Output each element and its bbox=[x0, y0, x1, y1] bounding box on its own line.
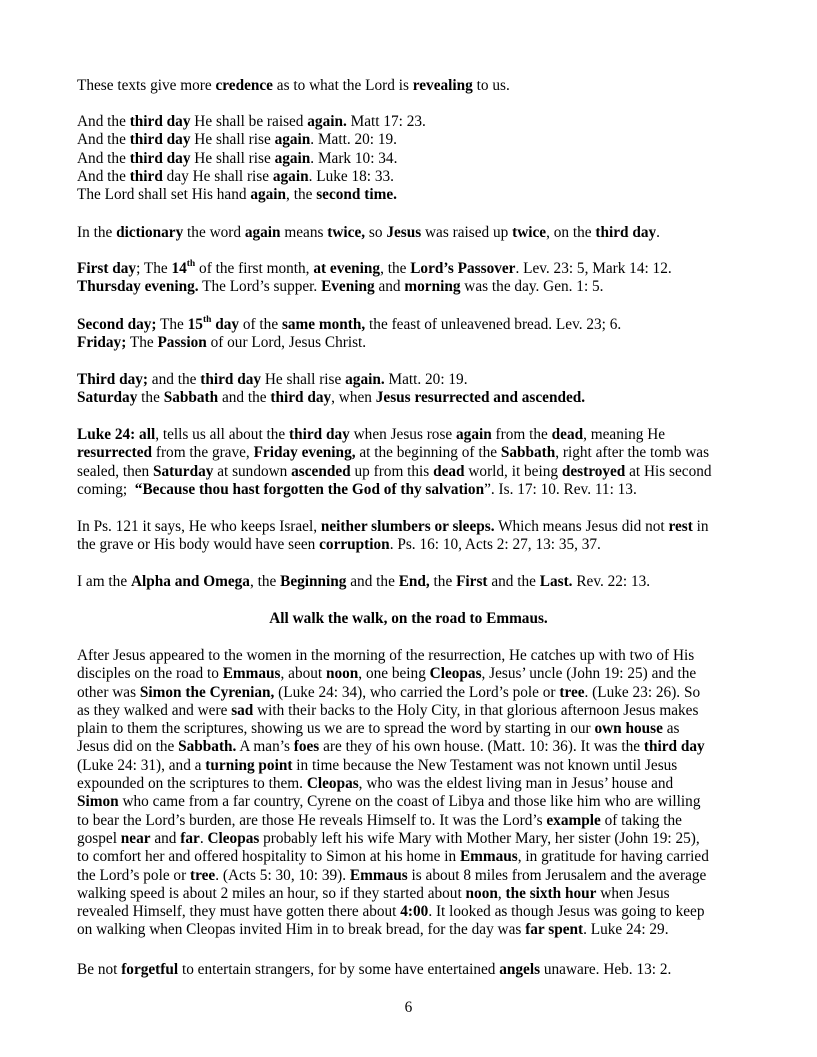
text-run: as bbox=[662, 720, 680, 738]
text-line bbox=[77, 426, 747, 444]
bold-text: credence bbox=[215, 77, 273, 94]
bold-text: sad bbox=[231, 701, 254, 719]
text-run: with their backs to the Holy City, in that glorious afternoon Jesus makes bbox=[253, 701, 699, 719]
text-run: A man’s bbox=[236, 738, 294, 756]
bold-text: Cleopas bbox=[207, 829, 260, 847]
text-line bbox=[77, 903, 747, 921]
text-run: And the bbox=[77, 149, 130, 167]
bold-text: Third day; bbox=[77, 371, 148, 388]
text-line bbox=[77, 793, 747, 811]
bold-text: rest bbox=[668, 518, 693, 535]
text-run: walking speed is about 2 miles an hour, so if they started about bbox=[77, 884, 466, 902]
paragraph-alpha-omega bbox=[77, 573, 747, 591]
text-line bbox=[77, 720, 747, 738]
text-line bbox=[77, 186, 747, 204]
text-line bbox=[77, 830, 747, 848]
text-line bbox=[77, 867, 747, 885]
text-run: . It looked as though Jesus was going to keep bbox=[428, 903, 705, 921]
bold-text: third bbox=[129, 167, 163, 185]
text-run: other was bbox=[77, 683, 140, 701]
text-run: . Luke 18: 33. bbox=[308, 167, 394, 185]
text-run: of taking the bbox=[600, 811, 682, 829]
text-run: The bbox=[156, 316, 188, 333]
text-line bbox=[77, 150, 747, 168]
text-run: and bbox=[374, 278, 405, 296]
text-run: . (Acts 5: 30, 10: 39). bbox=[215, 866, 350, 884]
text-line bbox=[77, 921, 747, 939]
text-line bbox=[77, 463, 747, 481]
text-run: the grave or His body would have seen bbox=[77, 536, 320, 554]
text-run: He shall be raised bbox=[190, 113, 308, 130]
text-run: . Ps. 16: 10, Acts 2: 27, 13: 35, 37. bbox=[389, 536, 601, 554]
text-run: , who was the eldest living man in Jesus’ house and bbox=[358, 775, 674, 793]
text-run: . bbox=[656, 224, 660, 241]
ordinal-superscript: th bbox=[202, 314, 212, 325]
text-run: , the bbox=[249, 573, 281, 590]
text-run: up from this bbox=[350, 462, 434, 480]
paragraph-third-day bbox=[77, 371, 747, 408]
bold-text: again. bbox=[307, 113, 347, 130]
text-run: to us. bbox=[472, 77, 510, 94]
text-line bbox=[77, 77, 747, 95]
bold-text: Alpha and Omega bbox=[130, 573, 250, 590]
text-run: world, it being bbox=[464, 462, 562, 480]
text-line bbox=[77, 316, 747, 334]
bold-text: example bbox=[546, 811, 601, 829]
text-run: , on the bbox=[546, 224, 596, 241]
text-line bbox=[77, 113, 747, 131]
bold-text: again bbox=[274, 149, 311, 167]
bold-text: third day bbox=[643, 738, 705, 756]
text-run: at His second bbox=[625, 462, 712, 480]
text-run: . Matt. 20: 19. bbox=[310, 131, 397, 149]
bold-text: third day bbox=[289, 426, 350, 443]
text-line bbox=[77, 224, 747, 242]
bold-text: third day bbox=[595, 224, 657, 241]
paragraph-first-day bbox=[77, 260, 747, 297]
text-run: of the bbox=[239, 316, 282, 333]
text-run: , tells us all about the bbox=[155, 426, 290, 443]
text-run: day He shall rise bbox=[162, 167, 273, 185]
text-run: the word bbox=[183, 224, 245, 241]
bold-text: destroyed bbox=[561, 462, 626, 480]
text-run: when Jesus rose bbox=[349, 426, 457, 443]
bold-text: near bbox=[120, 829, 151, 847]
text-line bbox=[77, 812, 747, 830]
bold-text: 14 bbox=[171, 260, 187, 277]
bold-text: third day bbox=[200, 371, 262, 388]
bold-text: third day bbox=[270, 389, 332, 407]
text-run: I am the bbox=[77, 573, 131, 590]
text-run: at sundown bbox=[213, 462, 292, 480]
text-run: probably left his wife Mary with Mother Mary, her sister (John 19: 25), bbox=[259, 829, 700, 847]
text-line bbox=[77, 885, 747, 903]
text-line bbox=[77, 334, 747, 352]
text-line bbox=[77, 647, 747, 665]
bold-text: second time. bbox=[316, 186, 397, 204]
text-run: the bbox=[137, 389, 164, 407]
bold-text: noon bbox=[325, 665, 359, 683]
text-run: Matt. 20: 19. bbox=[384, 371, 468, 388]
bold-text: day bbox=[211, 316, 240, 333]
bold-text: Simon bbox=[77, 793, 119, 811]
text-run: Jesus did on the bbox=[77, 738, 179, 756]
bold-text: forgetful bbox=[121, 961, 179, 978]
text-run: disciples on the road to bbox=[77, 665, 223, 683]
text-run: and the bbox=[147, 371, 201, 388]
text-line bbox=[77, 518, 747, 536]
text-run: , when bbox=[331, 389, 376, 407]
text-run: and the bbox=[487, 573, 540, 590]
text-run: as they walked and were bbox=[77, 701, 232, 719]
bold-text: Emmaus bbox=[459, 848, 518, 866]
text-run: In Ps. 121 it says, He who keeps Israel, bbox=[77, 518, 321, 535]
bold-text: Sabbath bbox=[500, 444, 556, 462]
text-run: was the day. Gen. 1: 5. bbox=[460, 278, 604, 296]
text-run: so bbox=[365, 224, 387, 241]
paragraph-strangers bbox=[77, 961, 747, 979]
bold-text: again bbox=[250, 186, 287, 204]
bold-text: Thursday evening. bbox=[77, 278, 199, 296]
text-run: The bbox=[126, 334, 158, 352]
text-run: on walking when Cleopas invited Him in to break bread, for the day was bbox=[77, 921, 526, 939]
text-run: He shall rise bbox=[190, 131, 275, 149]
bold-text: Sabbath. bbox=[178, 738, 237, 756]
text-run: In the bbox=[77, 224, 117, 241]
bold-text: Jesus resurrected and ascended. bbox=[375, 389, 586, 407]
text-run: and the bbox=[218, 389, 271, 407]
text-run: The Lord shall set His hand bbox=[77, 186, 251, 204]
text-run: Be not bbox=[77, 961, 122, 978]
text-run: to bear the Lord’s burden, are those He reveals Himself to. It was the Lord’s bbox=[77, 811, 547, 829]
bold-text: twice, bbox=[327, 224, 366, 241]
text-run: , one being bbox=[358, 665, 430, 683]
bold-text: dictionary bbox=[116, 224, 184, 241]
bold-text: Lord’s Passover bbox=[410, 260, 516, 277]
bold-text: Cleopas bbox=[429, 665, 482, 683]
text-run: expounded on the scriptures to them. bbox=[77, 775, 307, 793]
bold-text: tree bbox=[190, 866, 216, 884]
text-run: the feast of unleavened bread. Lev. 23; 6. bbox=[365, 316, 622, 333]
text-run: at the beginning of the bbox=[355, 444, 501, 462]
bold-text: 15 bbox=[187, 316, 203, 333]
bold-text: Passion bbox=[157, 334, 207, 352]
text-run: . Mark 10: 34. bbox=[310, 149, 398, 167]
bold-text: foes bbox=[293, 738, 320, 756]
text-run: , in gratitude for having carried bbox=[517, 848, 709, 866]
bold-text: revealing bbox=[412, 77, 473, 94]
text-run: of our Lord, Jesus Christ. bbox=[206, 334, 367, 352]
text-line bbox=[77, 775, 747, 793]
text-line bbox=[77, 536, 747, 554]
text-run: revealed Himself, they must have gotten there about bbox=[77, 903, 401, 921]
text-run: , right after the tomb was bbox=[555, 444, 710, 462]
text-line bbox=[77, 757, 747, 775]
bold-text: Saturday bbox=[77, 389, 138, 407]
text-line bbox=[77, 702, 747, 720]
text-line bbox=[77, 665, 747, 683]
text-run: to entertain strangers, for by some have entertained bbox=[178, 961, 500, 978]
text-run: , meaning He bbox=[583, 426, 666, 443]
text-run: After Jesus appeared to the women in the morning of the resurrection, He catches up with two of His bbox=[77, 647, 695, 664]
bold-text: third day bbox=[129, 113, 191, 130]
bold-text: Friday evening, bbox=[253, 444, 356, 462]
text-run: The Lord’s supper. bbox=[198, 278, 322, 296]
text-run: means bbox=[280, 224, 328, 241]
bold-text: 4:00 bbox=[400, 903, 429, 921]
paragraph-third-day-verses bbox=[77, 113, 747, 204]
bold-text: Emmaus bbox=[349, 866, 408, 884]
text-run: Which means Jesus did not bbox=[494, 518, 669, 535]
text-line bbox=[77, 481, 747, 499]
text-line bbox=[77, 168, 747, 186]
bold-text: third day bbox=[129, 149, 191, 167]
paragraph-intro bbox=[77, 77, 747, 95]
bold-text: “Because thou hast forgotten the God of thy salvation bbox=[134, 480, 485, 498]
text-line bbox=[77, 573, 747, 591]
text-run: . (Luke 23: 26). So bbox=[584, 683, 701, 701]
bold-text: dead bbox=[551, 426, 584, 443]
bold-text: Sabbath bbox=[163, 389, 219, 407]
bold-text: resurrected bbox=[77, 444, 153, 462]
bold-text: again bbox=[274, 131, 311, 149]
paragraph-emmaus bbox=[77, 647, 747, 940]
text-run: ; The bbox=[136, 260, 172, 277]
bold-text: Jesus bbox=[386, 224, 422, 241]
text-run: , bbox=[497, 884, 506, 902]
text-run: unaware. Heb. 13: 2. bbox=[540, 961, 672, 978]
text-run: ”. Is. 17: 10. Rev. 11: 13. bbox=[484, 480, 637, 498]
bold-text: neither slumbers or sleeps. bbox=[320, 518, 495, 535]
section-heading: All walk the walk, on the road to Emmaus. bbox=[269, 610, 548, 627]
bold-text: corruption bbox=[319, 536, 390, 554]
paragraph-dictionary bbox=[77, 224, 747, 242]
bold-text: Friday; bbox=[77, 334, 127, 352]
bold-text: far spent bbox=[525, 921, 584, 939]
bold-text: Emmaus bbox=[222, 665, 281, 683]
text-run: the Lord’s pole or bbox=[77, 866, 191, 884]
text-run: from the grave, bbox=[152, 444, 254, 462]
text-run: , the bbox=[286, 186, 317, 204]
bold-text: angels bbox=[499, 961, 541, 978]
bold-text: at evening bbox=[313, 260, 381, 277]
bold-text: Beginning bbox=[280, 573, 347, 590]
text-run: , about bbox=[280, 665, 326, 683]
text-run: Matt 17: 23. bbox=[346, 113, 426, 130]
bold-text: tree bbox=[559, 683, 585, 701]
text-line bbox=[77, 278, 747, 296]
bold-text: Cleopas bbox=[306, 775, 359, 793]
text-line bbox=[77, 389, 747, 407]
text-line bbox=[77, 371, 747, 389]
text-run: was raised up bbox=[421, 224, 513, 241]
text-run: in time because the New Testament was not known until Jesus bbox=[292, 756, 678, 774]
bold-text: the sixth hour bbox=[505, 884, 597, 902]
text-line bbox=[77, 961, 747, 979]
text-line bbox=[77, 260, 747, 278]
text-run: of the first month, bbox=[195, 260, 314, 277]
paragraph-luke-24 bbox=[77, 426, 747, 499]
text-run: are they of his own house. (Matt. 10: 36). It was the bbox=[319, 738, 644, 756]
text-run: and bbox=[150, 829, 181, 847]
bold-text: far bbox=[180, 829, 200, 847]
text-run: Rev. 22: 13. bbox=[572, 573, 651, 590]
bold-text: Saturday bbox=[153, 462, 214, 480]
text-line bbox=[77, 738, 747, 756]
bold-text: Simon the Cyrenian, bbox=[139, 683, 275, 701]
bold-text: again bbox=[272, 167, 309, 185]
bold-text: Luke 24: all bbox=[77, 426, 156, 443]
text-run: from the bbox=[491, 426, 552, 443]
bold-text: dead bbox=[433, 462, 465, 480]
bold-text: Last. bbox=[539, 573, 573, 590]
text-run: when Jesus bbox=[596, 884, 670, 902]
text-run: plain to them the scriptures, showing us we are to spread the word by starting in our bbox=[77, 720, 595, 738]
text-run: is about 8 miles from Jerusalem and the average bbox=[407, 866, 707, 884]
bold-text: ascended bbox=[291, 462, 351, 480]
text-run: the bbox=[429, 573, 457, 590]
bold-text: again bbox=[244, 224, 281, 241]
text-run: (Luke 24: 34), who carried the Lord’s pole or bbox=[274, 683, 560, 701]
bold-text: First day bbox=[77, 260, 137, 277]
bold-text: Second day; bbox=[77, 316, 157, 333]
text-line bbox=[77, 131, 747, 149]
bold-text: morning bbox=[404, 278, 461, 296]
text-run: to comfort her and offered hospitality to Simon at his home in bbox=[77, 848, 460, 866]
bold-text: third day bbox=[129, 131, 191, 149]
text-line bbox=[77, 848, 747, 866]
text-run: And the bbox=[77, 113, 130, 130]
bold-text: own house bbox=[594, 720, 663, 738]
bold-text: Evening bbox=[321, 278, 375, 296]
bold-text: noon bbox=[465, 884, 498, 902]
text-run: , Jesus’ uncle (John 19: 25) and the bbox=[481, 665, 697, 683]
text-run: He shall rise bbox=[190, 149, 275, 167]
text-run: coming; bbox=[77, 480, 135, 498]
text-run: And the bbox=[77, 167, 130, 185]
bold-text: again bbox=[456, 426, 492, 443]
paragraph-second-day bbox=[77, 316, 747, 353]
text-run: . bbox=[199, 829, 208, 847]
text-line bbox=[77, 684, 747, 702]
text-run: (Luke 24: 31), and a bbox=[77, 756, 206, 774]
text-run: . Luke 24: 29. bbox=[583, 921, 669, 939]
text-run: These texts give more bbox=[77, 77, 216, 94]
text-run: and the bbox=[346, 573, 399, 590]
bold-text: End, bbox=[398, 573, 430, 590]
bold-text: same month, bbox=[281, 316, 366, 333]
ordinal-superscript: th bbox=[186, 258, 196, 269]
bold-text: turning point bbox=[205, 756, 293, 774]
text-run: in bbox=[692, 518, 709, 535]
text-run: who came from a far country, Cyrene on the coast of Libya and those like him who are willing bbox=[118, 793, 701, 811]
paragraph-ps-121 bbox=[77, 518, 747, 555]
text-run: sealed, then bbox=[77, 462, 154, 480]
text-run: And the bbox=[77, 131, 130, 149]
text-run: gospel bbox=[77, 829, 121, 847]
page-number: 6 bbox=[404, 999, 413, 1016]
text-run: . Lev. 23: 5, Mark 14: 12. bbox=[515, 260, 672, 277]
bold-text: again. bbox=[345, 371, 385, 388]
text-run: as to what the Lord is bbox=[272, 77, 413, 94]
text-run: He shall rise bbox=[261, 371, 346, 388]
bold-text: First bbox=[456, 573, 488, 590]
text-run: , the bbox=[380, 260, 411, 277]
bold-text: twice bbox=[512, 224, 547, 241]
text-line bbox=[77, 444, 747, 462]
